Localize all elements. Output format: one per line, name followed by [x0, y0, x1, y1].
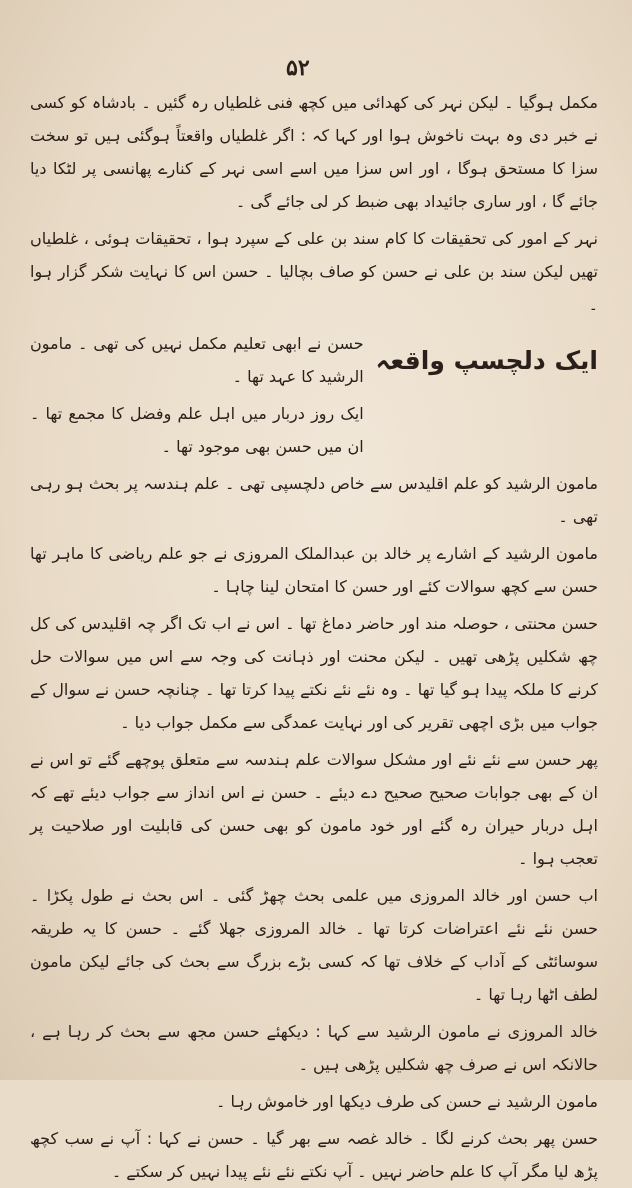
paragraph: مکمل ہوگیا ۔ لیکن نہر کی کھدائی میں کچھ فنی غلطیاں رہ گئیں ۔ بادشاہ کو کسی نے خبر دی وہ بہت ناخوش ہوا اور کہا کہ : اگر غلطیاں واقعتاً ہوگئی ہیں تو سخت سزا کا مستحق ہوگا ، اور اس سزا میں اسے اسی نہر کے کنارے پھانسی پر لٹکا دیا جائے گا ، اور ساری جائیداد بھی ضبط کر لی جائے گی ۔ — [30, 93, 598, 211]
paragraph: حسن محنتی ، حوصلہ مند اور حاضر دماغ تھا ۔ اس نے اب تک اگر چہ اقلیدس کی کل چھ شکلیں پڑھی تھیں ۔ لیکن محنت اور ذہانت کی وجہ سے اس میں سوالات حل کرنے کا ملکہ پیدا ہو گیا تھا ۔ وہ نئے نئے نکتے پیدا کرتا تھا ۔ چنانچہ حسن نے سوال کے جواب میں بڑی اچھی تقریر کی اور نہایت عمدگی سے مکمل جواب دیا ۔ — [30, 614, 598, 732]
page-number: ۵۲ — [286, 55, 310, 81]
paragraph: مامون الرشید کے اشارے پر خالد بن عبدالملک المروزی نے جو علم ریاضی کا ماہر تھا حسن سے کچھ سوالات کئے اور حسن کا امتحان لینا چاہا ۔ — [30, 544, 598, 596]
paragraph: مامون الرشید کو علم اقلیدس سے خاص دلچسپی تھی ۔ علم ہندسہ پر بحث ہو رہی تھی ۔ — [30, 474, 598, 526]
paragraph: اب حسن اور خالد المروزی میں علمی بحث چھڑ گئی ۔ اس بحث نے طول پکڑا ۔ حسن نئے نئے اعتراضات کرتا تھا ۔ خالد المروزی جھلا گئے ۔ حسن کا یہ طریقہ سوسائٹی کے آداب کے خلاف تھا کہ کسی بڑے بزرگ سے بحث کی جائے لیکن مامون لطف اٹھا رہا تھا ۔ — [30, 886, 598, 1004]
page-body — [30, 86, 598, 1188]
paragraph: حسن پھر بحث کرنے لگا ۔ خالد غصہ سے بھر گیا ۔ حسن نے کہا : آپ نے سب کچھ پڑھ لیا مگر آپ کا علم حاضر نہیں ۔ آپ نکتے نئے نئے پیدا نہیں کر سکتے ۔ — [30, 1129, 598, 1181]
paragraph: خالد المروزی نے مامون الرشید سے کہا : دیکھئے حسن مجھ سے بحث کر رہا ہے ، حالانکہ اس نے صرف چھ شکلیں پڑھی ہیں ۔ — [30, 1022, 598, 1074]
section-intro — [30, 327, 364, 463]
paragraph: نہر کے امور کی تحقیقات کا کام سند بن علی کے سپرد ہوا ، تحقیقات ہوئی ، غلطیاں تھیں لیکن سند بن علی نے حسن کو صاف بچالیا ۔ حسن اس کا نہایت شکر گزار ہوا ۔ — [30, 229, 598, 314]
section-heading: ایک دلچسپ واقعہ — [375, 346, 598, 375]
paragraph: مامون الرشید نے حسن کی طرف دیکھا اور خاموش رہا ۔ — [216, 1092, 598, 1111]
paragraph: حسن نے ابھی تعلیم مکمل نہیں کی تھی ۔ مامون الرشید کا عہد تھا ۔ — [30, 334, 364, 386]
section-heading-block — [30, 327, 598, 463]
paragraph: پھر حسن سے نئے نئے اور مشکل سوالات علم ہندسہ سے متعلق پوچھے گئے تو اس نے ان کے بھی جوابات صحیح صحیح دے دیئے ۔ حسن نے اس انداز سے جواب دیئے تھے کہ اہل دربار حیران رہ گئے اور خود مامون کو بھی حسن کی قابلیت اور صلاحیت پر تعجب ہوا ۔ — [30, 750, 598, 868]
paragraph: ایک روز دربار میں اہل علم وفضل کا مجمع تھا ۔ ان میں حسن بھی موجود تھا ۔ — [30, 404, 364, 456]
